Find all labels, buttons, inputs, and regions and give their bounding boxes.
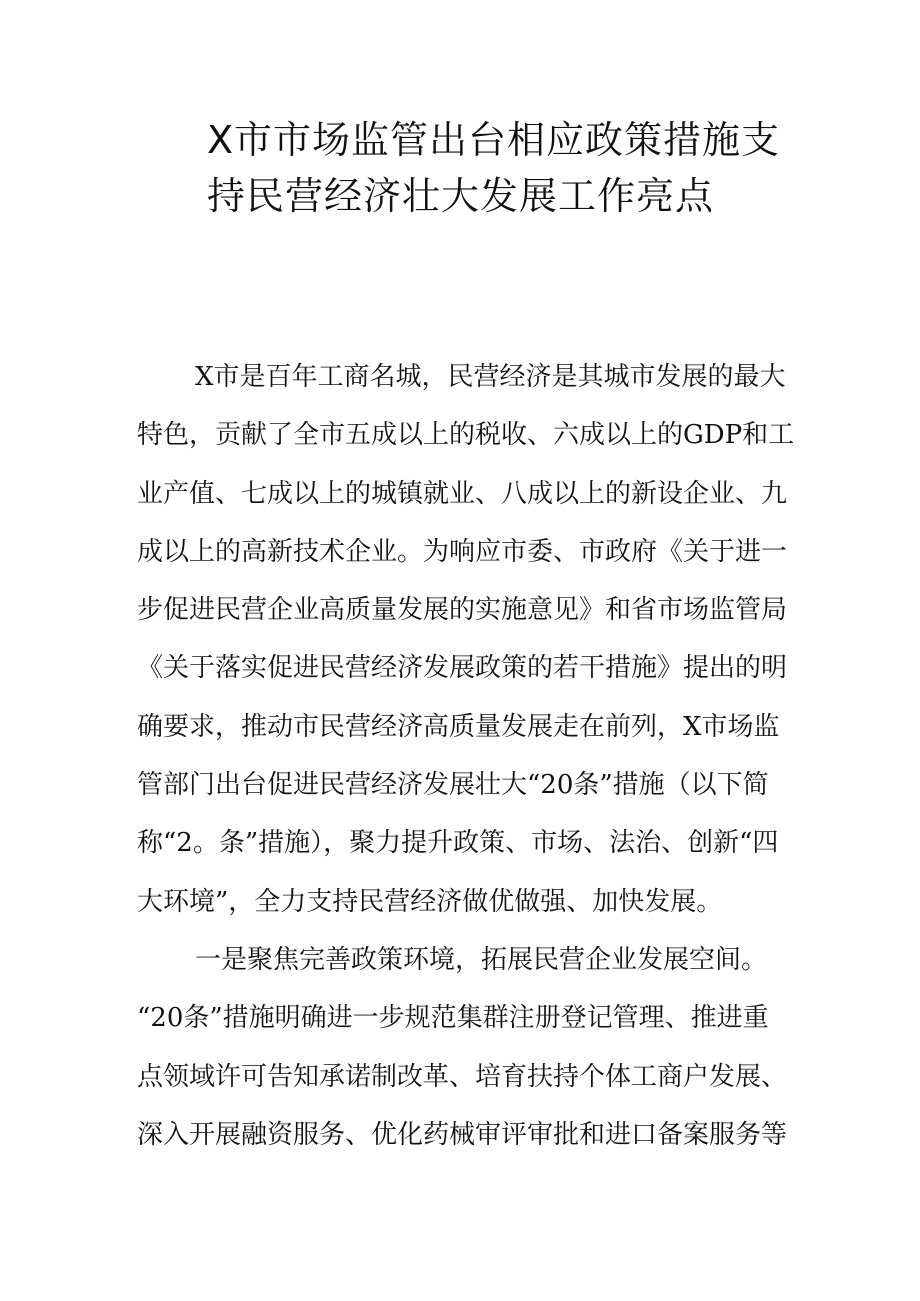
title-line: 持民营经济壮大发展工作亮点 (207, 174, 715, 218)
paragraph-line: 步促进民营企业高质量发展的实施意见》和省市场监管局 (137, 595, 788, 626)
paragraph-line: 《关于落实促进民营经济发展政策的若干措施》提出的明 (137, 653, 788, 684)
title-line: X市市场监管出台相应政策措施支 (207, 118, 781, 162)
paragraph-line: 深入开展融资服务、优化药械审评审批和进口备案服务等 (137, 1119, 788, 1150)
document-title (207, 112, 787, 224)
paragraph-line: 确要求，推动市民营经济高质量发展走在前列，X市场监 (137, 711, 780, 742)
paragraph-line: 称“2。条”措施），聚力提升政策、市场、法治、创新“四 (137, 828, 779, 859)
paragraph-line: “20条”措施明确进一步规范集群注册登记管理、推进重 (137, 1003, 769, 1034)
paragraph-line: 点领域许可告知承诺制改革、培育扶持个体工商户发展、 (137, 1061, 788, 1092)
paragraph-line: 一是聚焦完善政策环境，拓展民营企业发展空间。 (195, 944, 768, 975)
paragraph-policy-environment (137, 931, 797, 1164)
paragraph-line: 特色，贡献了全市五成以上的税收、六成以上的GDP和工 (137, 420, 795, 451)
paragraph-line: 管部门出台促进民营经济发展壮大“20条”措施（以下简 (137, 770, 769, 801)
document-body (137, 348, 797, 1164)
paragraph-intro (137, 348, 797, 931)
paragraph-line: 业产值、七成以上的城镇就业、八成以上的新设企业、九 (137, 478, 788, 509)
paragraph-line: X市是百年工商名城，民营经济是其城市发展的最大 (195, 362, 786, 392)
paragraph-line: 成以上的高新技术企业。为响应市委、市政府《关于进一 (137, 536, 788, 567)
paragraph-line: 大环境”，全力支持民营经济做优做强、加快发展。 (137, 886, 723, 917)
